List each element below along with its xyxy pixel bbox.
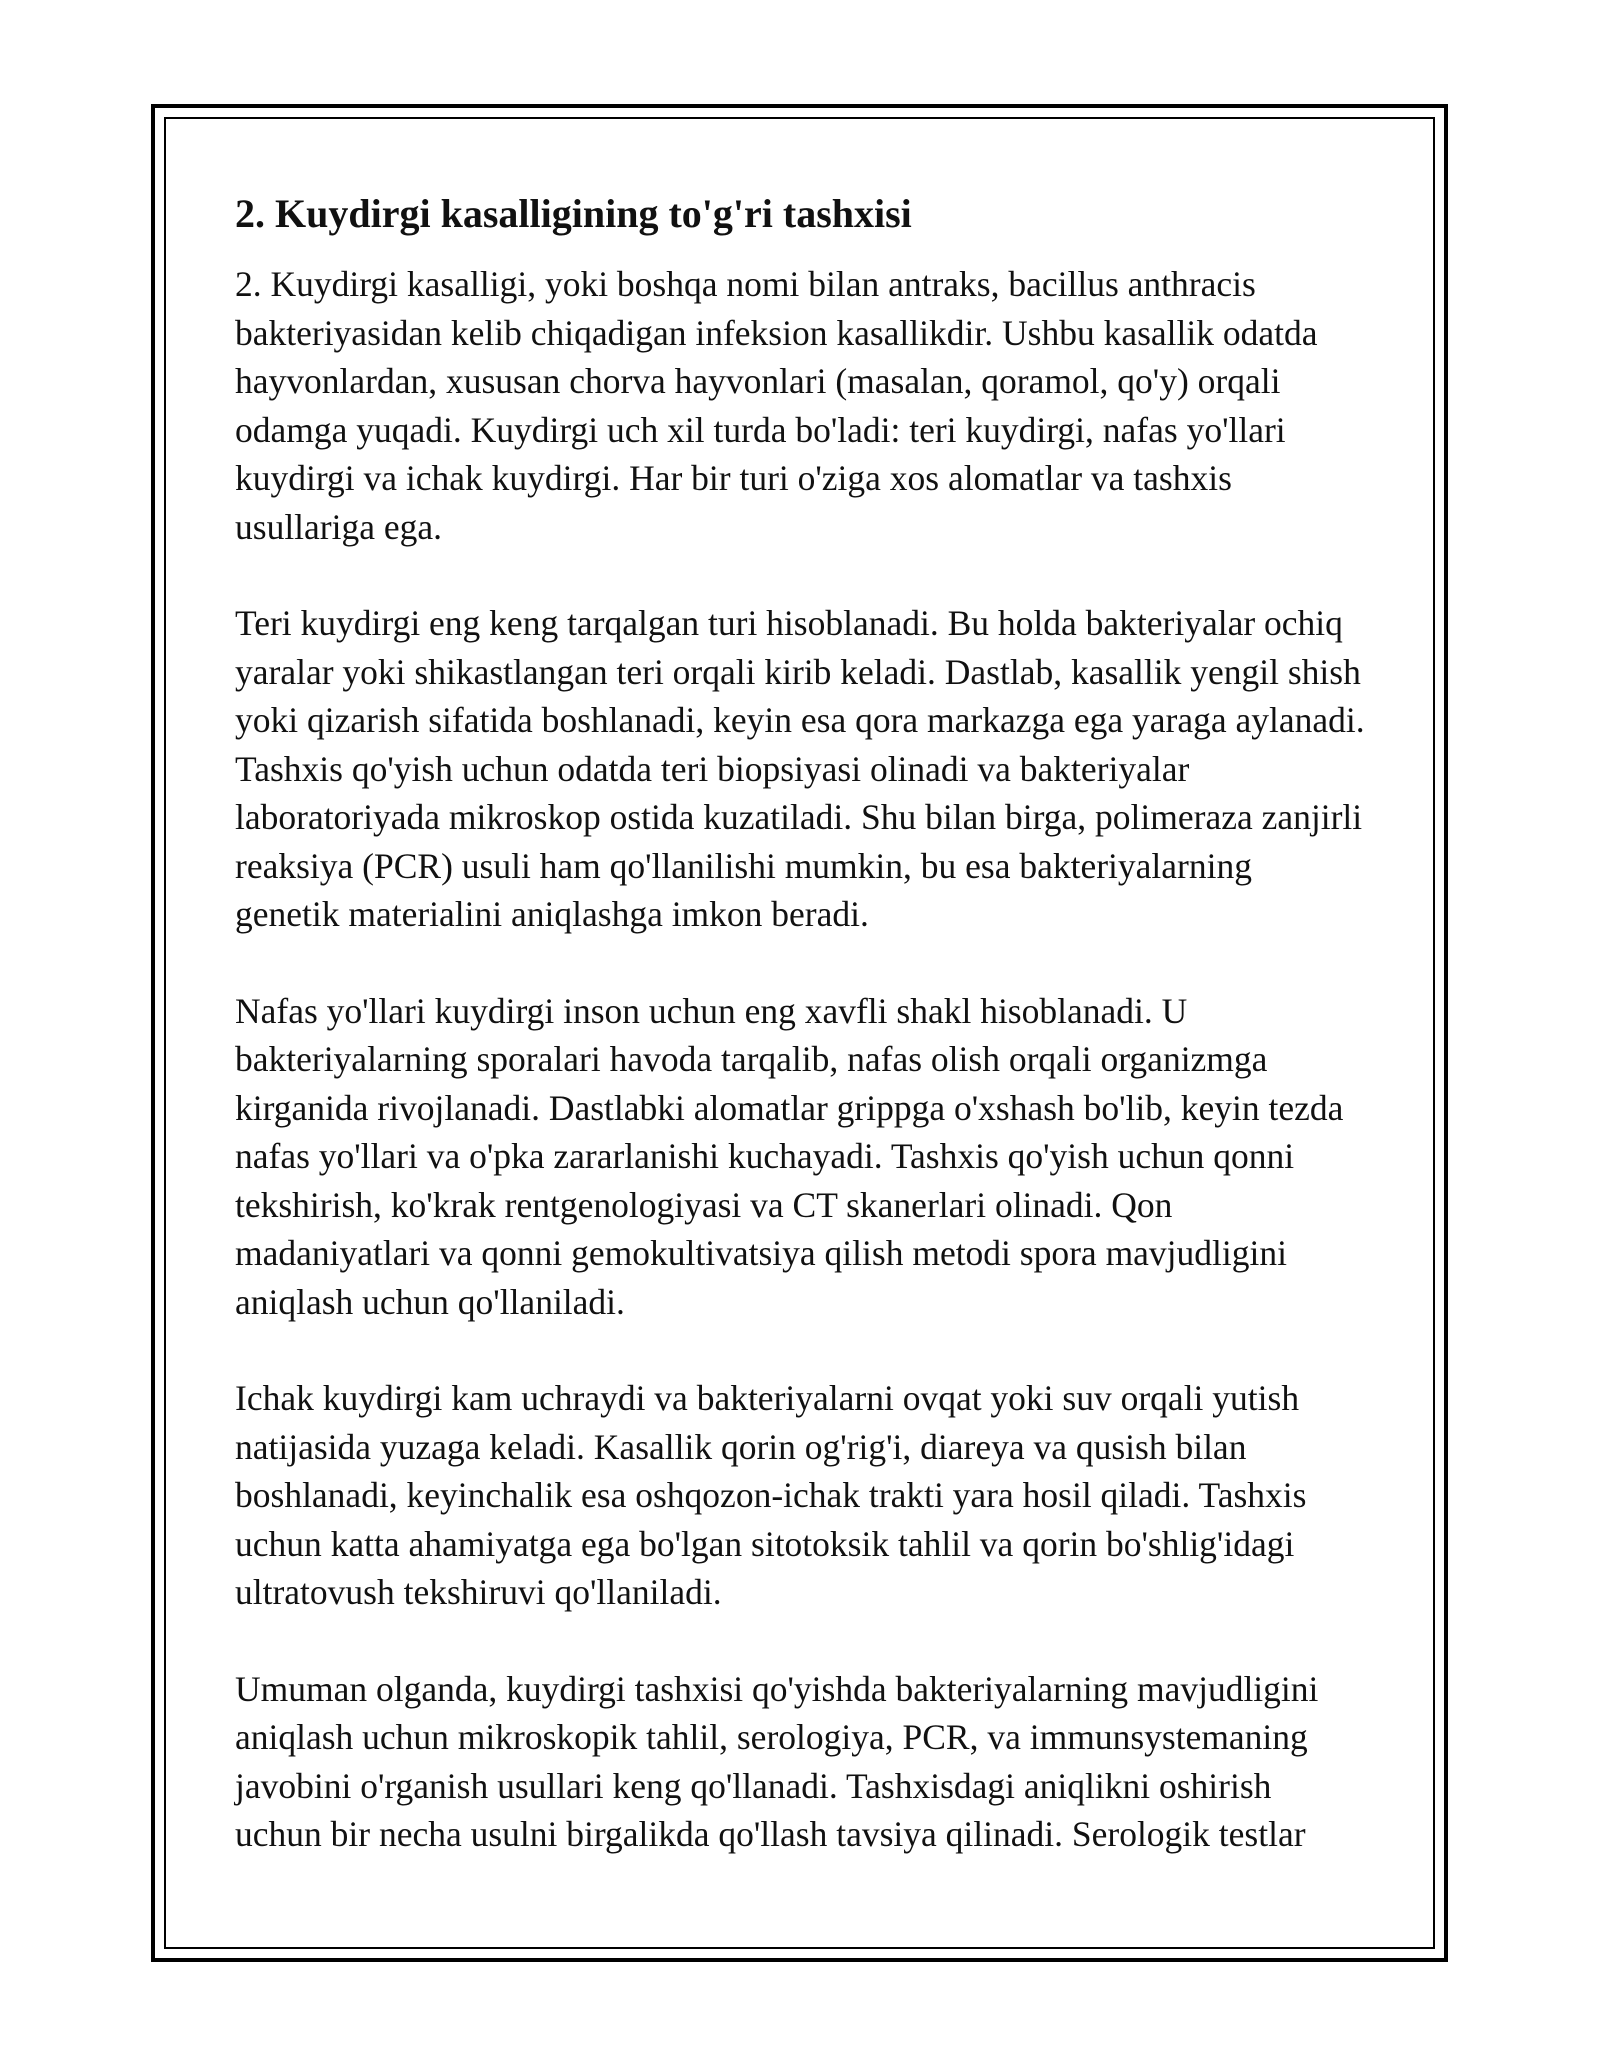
document-body	[235, 188, 1365, 1907]
paragraph-intestinal-anthrax: Ichak kuydirgi kam uchraydi va bakteriyalarni ovqat yoki suv orqali yutish natijasida yuzaga keladi. Kasallik qorin og'rig'i, diareya va qusish bilan boshlanadi, keyinchalik esa oshqozon-ichak trakti yara hosil qiladi. Tashxis uchun katta ahamiyatga ega bo'lgan sitotoksik tahlil va qorin bo'shlig'idagi ultratovush tekshiruvi qo'llaniladi.	[235, 1378, 1307, 1612]
paragraph-respiratory-anthrax: Nafas yo'llari kuydirgi inson uchun eng xavfli shakl hisoblanadi. U bakteriyalarning sporalari havoda tarqalib, nafas olish orqali organizmga kirganida rivojlanadi. Dastlabki alomatlar grippga o'xshash bo'lib, keyin tezda nafas yo'llari va o'pka zararlanishi kuchayadi. Tashxis qo'yish uchun qonni tekshirish, ko'krak rentgenologiyasi va CT skanerlari olinadi. Qon madaniyatlari va qonni gemokultivatsiya qilish metodi spora mavjudligini aniqlash uchun qo'llaniladi.	[235, 990, 1344, 1322]
paragraph-summary: Umuman olganda, kuydirgi tashxisi qo'yishda bakteriyalarning mavjudligini aniqlash uchun mikroskopik tahlil, serologiya, PCR, va immunsystemaning javobini o'rganish usullari keng qo'llanadi. Tashxisdagi aniqlikni oshirish uchun bir necha usulni birgalikda qo'llash tavsiya qilinadi. Serologik testlar	[235, 1668, 1319, 1854]
paragraph-intro: 2. Kuydirgi kasalligi, yoki boshqa nomi bilan antraks, bacillus anthracis bakteriyasidan kelib chiqadigan infeksion kasallikdir. Ushbu kasallik odatda hayvonlardan, xususan chorva hayvonlari (masalan, qoramol, qo'y) orqali odamga yuqadi. Kuydirgi uch xil turda bo'ladi: teri kuydirgi, nafas yo'llari kuydirgi va ichak kuydirgi. Har bir turi o'ziga xos alomatlar va tashxis usullariga ega.	[235, 264, 1318, 547]
section-heading: 2. Kuydirgi kasalligining to'g'ri tashxisi	[235, 191, 912, 236]
paragraph-skin-anthrax: Teri kuydirgi eng keng tarqalgan turi hisoblanadi. Bu holda bakteriyalar ochiq yaralar yoki shikastlangan teri orqali kirib keladi. Dastlab, kasallik yengil shish yoki qizarish sifatida boshlanadi, keyin esa qora markazga ega yaraga aylanadi. Tashxis qo'yish uchun odatda teri biopsiyasi olinadi va bakteriyalar laboratoriyada mikroskop ostida kuzatiladi. Shu bilan birga, polimeraza zanjirli reaksiya (PCR) usuli ham qo'llanilishi mumkin, bu esa bakteriyalarning genetik materialini aniqlashga imkon beradi.	[235, 603, 1365, 934]
